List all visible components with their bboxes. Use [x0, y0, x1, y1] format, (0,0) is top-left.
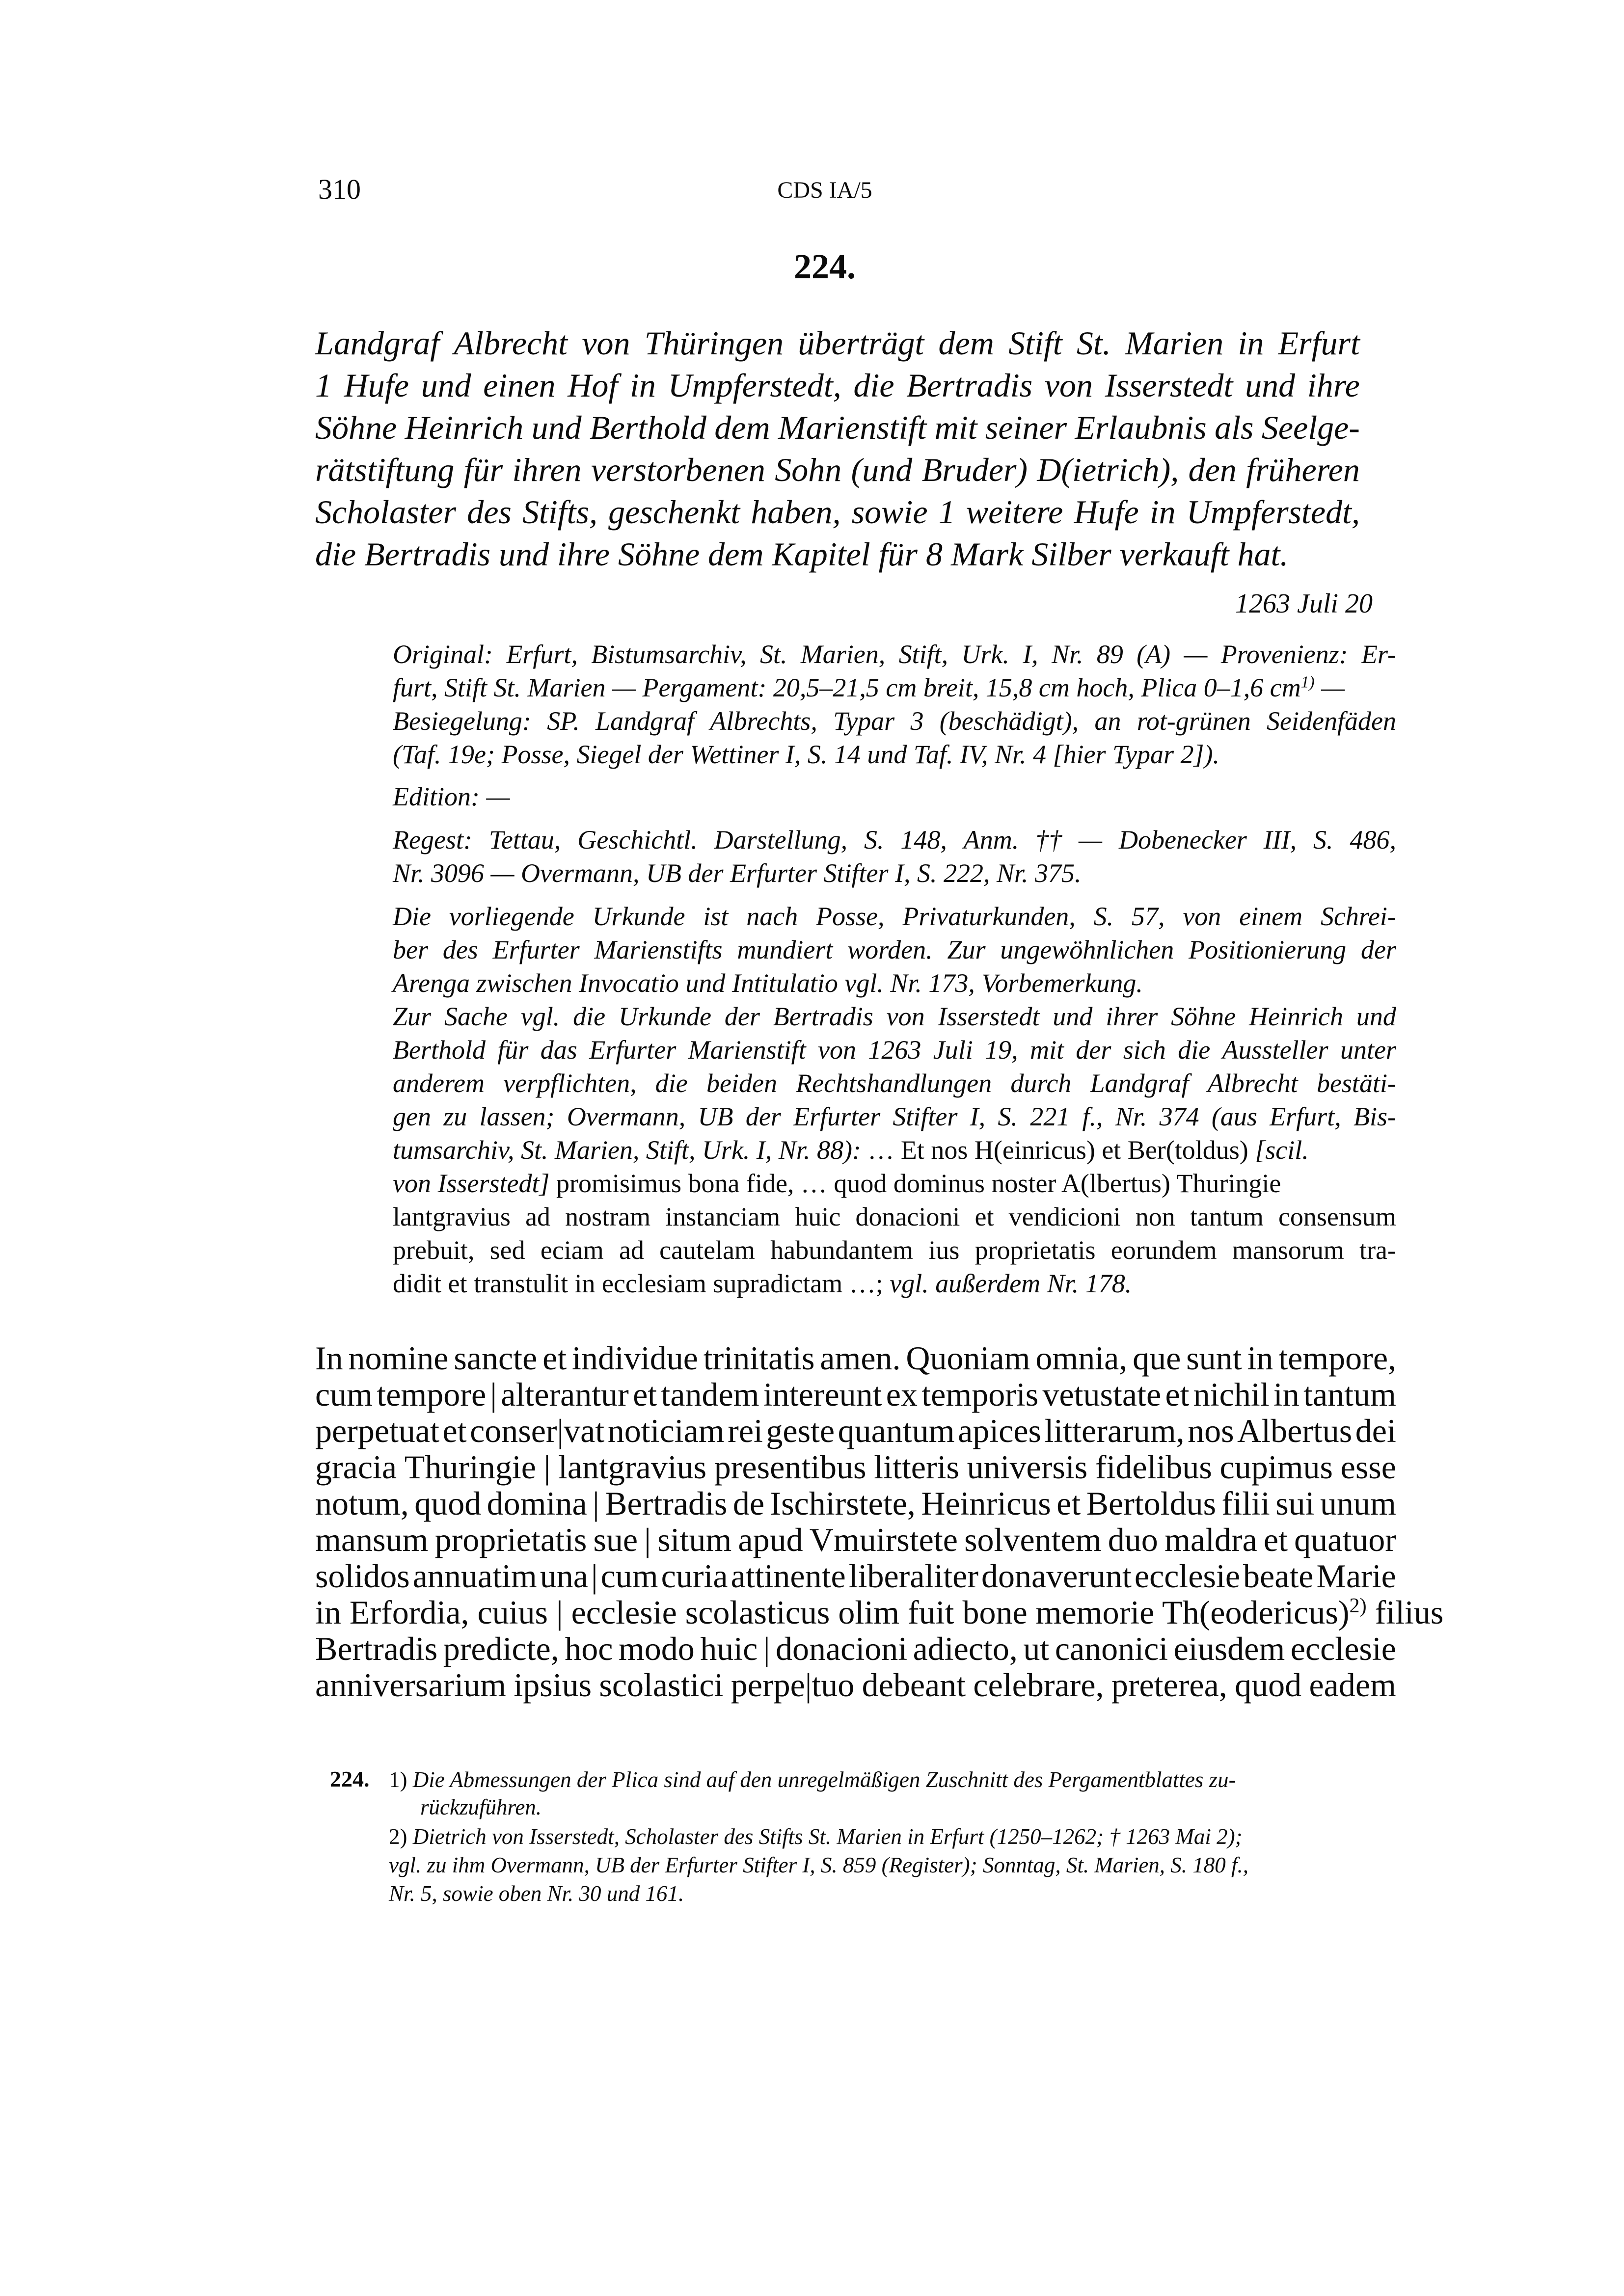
- sache-line: tumsarchiv, St. Marien, Stift, Urk. I, Nr. 88): … Et nos H(einricus) et Ber(toldus) [scil.: [393, 1135, 1309, 1165]
- footnote-line: 1) Die Abmessungen der Plica sind auf den unregelmäßigen Zuschnitt des Pergamentblattes zu-: [389, 1767, 1236, 1792]
- footnote-line: Nr. 5, sowie oben Nr. 30 und 161.: [389, 1881, 684, 1906]
- regest-line: Nr. 3096 — Overmann, UB der Erfurter Stifter I, S. 222, Nr. 375.: [393, 858, 1082, 888]
- document-date: 1263 Juli 20: [1235, 588, 1373, 619]
- sache-line: Zur Sache vgl. die Urkunde der Bertradis von Isserstedt und ihrer Söhne Heinrich und: [393, 1002, 1396, 1031]
- abstract-line: 1 Hufe und einen Hof in Umpferstedt, die Bertradis von Isserstedt und ihre: [315, 367, 1360, 404]
- abstract-line: Scholaster des Stifts, geschenkt haben, sowie 1 weitere Hufe in Umpferstedt,: [315, 493, 1360, 531]
- footnote-line: vgl. zu ihm Overmann, UB der Erfurter Stifter I, S. 859 (Register); Sonntag, St. Marien, S. 180 f.,: [389, 1853, 1249, 1877]
- charter-line: solidos annuatim una | cum curia attinente liberaliter donaverunt ecclesie beate Marie: [315, 1557, 1396, 1595]
- commentary-line: ber des Erfurter Marienstifts mundiert worden. Zur ungewöhnlichen Positionierung der: [393, 935, 1396, 964]
- footnote-number: 2): [389, 1824, 407, 1849]
- regest-line: Regest: Tettau, Geschichtl. Darstellung, S. 148, Anm. †† — Dobenecker III, S. 486,: [393, 825, 1396, 854]
- charter-line: notum, quod domina | Bertradis de Ischirstete, Heinricus et Bertoldus filii sui unum: [315, 1485, 1396, 1522]
- footnote-line: rückzuführen.: [420, 1795, 542, 1819]
- original-line: (Taf. 19e; Posse, Siegel der Wettiner I, S. 14 und Taf. IV, Nr. 4 [hier Typar 2]).: [393, 740, 1220, 769]
- sache-line: von Isserstedt] promisimus bona fide, … quod dominus noster A(lbertus) Thuringie: [393, 1169, 1281, 1198]
- sache-line: anderem verpflichten, die beiden Rechtshandlungen durch Landgraf Albrecht bestäti-: [393, 1068, 1396, 1098]
- commentary-line: Die vorliegende Urkunde ist nach Posse, Privaturkunden, S. 57, von einem Schrei-: [393, 902, 1396, 931]
- charter-line: in Erfordia, cuius | ecclesie scolasticus olim fuit bone memorie Th(eodericus)$^{2)}$ filius: [315, 1594, 1444, 1631]
- abstract-line: die Bertradis und ihre Söhne dem Kapitel für 8 Mark Silber verkauft hat.: [315, 535, 1289, 573]
- sache-line: didit et transtulit in ecclesiam supradictam …; vgl. außerdem Nr. 178.: [393, 1269, 1132, 1298]
- running-head: CDS IA/5: [777, 177, 872, 203]
- edition-line: Edition: —: [393, 782, 510, 811]
- abstract-line: Landgraf Albrecht von Thüringen überträgt dem Stift St. Marien in Erfurt: [315, 324, 1360, 362]
- footnote-number: 1): [389, 1767, 407, 1792]
- charter-line: perpetuat et conser|vat noticiam rei geste quantum apices litterarum, nos Albertus dei: [315, 1412, 1396, 1449]
- charter-line: gracia Thuringie | lantgravius presentibus litteris universis fidelibus cupimus esse: [315, 1448, 1396, 1486]
- sache-line: gen zu lassen; Overmann, UB der Erfurter Stifter I, S. 221 f., Nr. 374 (aus Erfurt, Bis-: [393, 1102, 1396, 1131]
- charter-line: mansum proprietatis sue | situm apud Vmuirstete solventem duo maldra et quatuor: [315, 1521, 1396, 1558]
- footnote-ref: 1): [1300, 673, 1315, 692]
- charter-line: In nomine sancte et individue trinitatis amen. Quoniam omnia, que sunt in tempore,: [315, 1339, 1396, 1377]
- footnote-ref: 2): [1349, 1594, 1367, 1617]
- sache-line: Berthold für das Erfurter Marienstift von 1263 Juli 19, mit der sich die Aussteller unter: [393, 1035, 1396, 1065]
- sache-line: prebuit, sed eciam ad cautelam habundantem ius proprietatis eorundem mansorum tra-: [393, 1235, 1396, 1265]
- abstract-line: rätstiftung für ihren verstorbenen Sohn (und Bruder) D(ietrich), den früheren: [315, 451, 1360, 488]
- commentary-line: Arenga zwischen Invocatio und Intitulatio vgl. Nr. 173, Vorbemerkung.: [393, 968, 1143, 998]
- charter-line: cum tempore | alterantur et tandem intereunt ex temporis vetustate et nichil in tantum: [315, 1376, 1396, 1413]
- charter-line: Bertradis predicte, hoc modo huic | donacioni adiecto, ut canonici eiusdem ecclesie: [315, 1630, 1396, 1667]
- footnote-line: 2) Dietrich von Isserstedt, Scholaster des Stifts St. Marien in Erfurt (1250–1262; † 1263 Mai 2);: [389, 1824, 1243, 1849]
- document-number: 224.: [794, 247, 856, 286]
- footnote-document-label: 224.: [330, 1766, 370, 1791]
- abstract-line: Söhne Heinrich und Berthold dem Marienstift mit seiner Erlaubnis als Seelge-: [315, 409, 1360, 446]
- original-line: furt, Stift St. Marien — Pergament: 20,5–21,5 cm breit, 15,8 cm hoch, Plica 0–1,6 $cm^{1)}$ —: [393, 673, 1345, 702]
- original-line: Besiegelung: SP. Landgraf Albrechts, Typar 3 (beschädigt), an rot-grünen Seidenfäden: [393, 706, 1396, 736]
- page-number: 310: [318, 173, 361, 205]
- original-line: Original: Erfurt, Bistumsarchiv, St. Marien, Stift, Urk. I, Nr. 89 (A) — Provenienz: Er-: [393, 640, 1396, 669]
- charter-line: anniversarium ipsius scolastici perpe|tuo debeant celebrare, preterea, quod eadem: [315, 1666, 1396, 1704]
- sache-line: lantgravius ad nostram instanciam huic donacioni et vendicioni non tantum consensum: [393, 1202, 1396, 1231]
